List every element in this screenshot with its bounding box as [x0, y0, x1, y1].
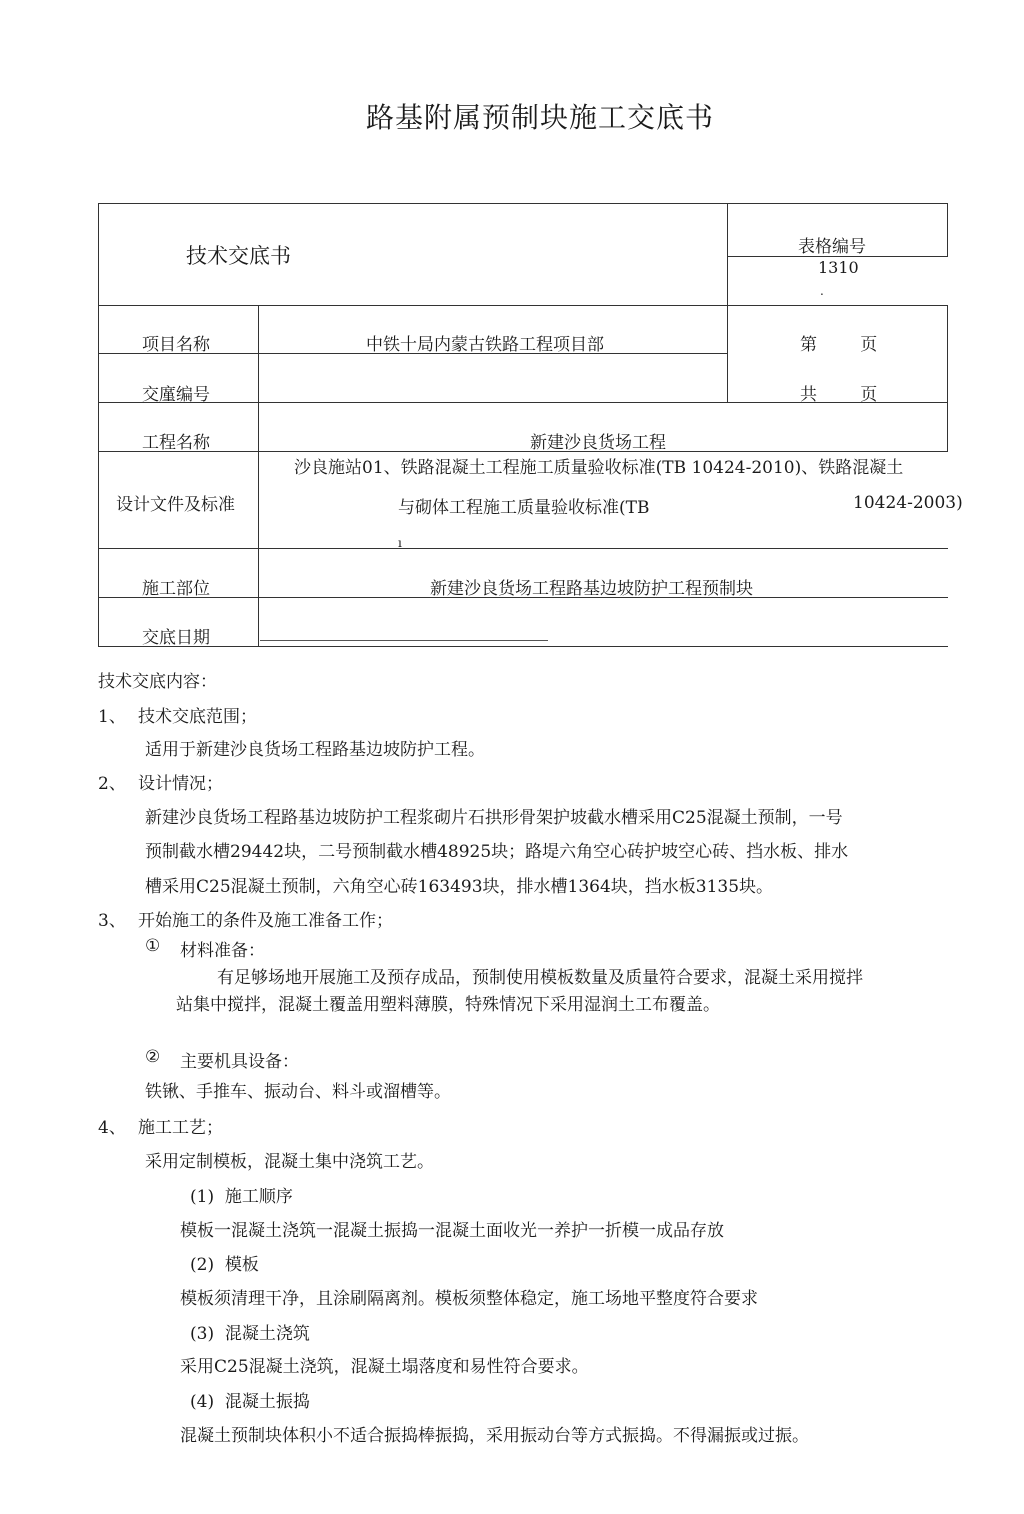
design-docs-line-2a: 与砌体工程施工质量验收标准(TB [398, 498, 650, 518]
construction-part-label: 施工部位 [142, 579, 210, 599]
form-no-label: 表格编号 [798, 237, 866, 257]
design-docs-line-2b: 10424-2003) [853, 493, 963, 513]
table-header-title: 技术交底书 [186, 244, 291, 268]
section-4-number: 4、 [98, 1118, 126, 1138]
step-4-title: (4) 混凝土振捣 [190, 1392, 310, 1412]
section-1-number: 1、 [98, 707, 126, 727]
section-3a-mark: ① [145, 936, 161, 956]
table-border-top [98, 203, 948, 204]
step-3-title: (3) 混凝土浇筑 [190, 1324, 310, 1344]
section-3a-title: 材料准备： [180, 941, 265, 961]
section-3b-text: 铁锹、手推车、振动台、料斗或溜槽等。 [145, 1082, 451, 1102]
table-border-right [947, 305, 948, 451]
page-number-label: 第 页 [800, 335, 878, 355]
disclosure-no-label: 交廑编号 [142, 385, 210, 405]
table-border-bottom [98, 646, 948, 647]
design-docs-mark: ı [398, 536, 402, 550]
section-4-title: 施工工艺； [138, 1118, 223, 1138]
section-2-number: 2、 [98, 774, 126, 794]
form-no-suffix: . [820, 284, 824, 298]
design-docs-label: 设计文件及标准 [116, 495, 235, 515]
section-1-text: 适用于新建沙良货场工程路基边坡防护工程。 [145, 740, 485, 760]
section-3-number: 3、 [98, 911, 126, 931]
label-column-divider [258, 305, 259, 647]
step-2-text: 模板须清理干净，且涂刷隔离剂。模板须整体稳定，施工场地平整度符合要求 [180, 1289, 758, 1309]
section-3b-mark: ② [145, 1047, 161, 1067]
table-row-line [98, 548, 948, 549]
engineering-name-value: 新建沙良货场工程 [530, 433, 666, 453]
section-2-line-3: 槽采用C25混凝土预制，六角空心砖163493块，排水槽1364块，挡水板3135块。 [145, 877, 774, 897]
table-row-line [98, 451, 948, 452]
step-4-text: 混凝土预制块体积小不适合振捣棒振捣，采用振动台等方式振捣。不得漏振或过振。 [180, 1426, 809, 1446]
table-row-line [98, 305, 948, 306]
disclosure-date-label: 交底日期 [142, 628, 210, 648]
step-1-text: 模板一混凝土浇筑一混凝土振捣一混凝土面收光一养护一折模一成品存放 [180, 1221, 724, 1241]
document-title: 路基附属预制块施工交底书 [365, 101, 714, 134]
section-2-line-2: 预制截水槽29442块，二号预制截水槽48925块；路堤六角空心砖护坡空心砖、挡水板、排水 [145, 842, 849, 862]
form-no-value: 1310 [818, 258, 859, 277]
section-3a-line-2: 站集中搅拌，混凝土覆盖用塑料薄膜，特殊情况下采用湿润土工布覆盖。 [176, 995, 720, 1015]
section-3-title: 开始施工的条件及施工准备工作； [138, 911, 393, 931]
section-2-title: 设计情况； [138, 774, 223, 794]
project-name-label: 项目名称 [142, 335, 210, 355]
step-2-title: (2) 模板 [190, 1255, 259, 1275]
section-4-text: 采用定制模板，混凝土集中浇筑工艺。 [145, 1152, 434, 1172]
section-3a-line-1: 有足够场地开展施工及预存成品，预制使用模板数量及质量符合要求，混凝土采用搅拌 [217, 968, 863, 988]
table-border-right [947, 203, 948, 257]
content-intro: 技术交底内容： [98, 672, 217, 692]
date-underline [260, 640, 548, 641]
section-2-line-1: 新建沙良货场工程路基边坡防护工程浆砌片石拱形骨架护坡截水槽采用C25混凝土预制，一号 [145, 808, 843, 828]
section-1-title: 技术交底范围； [138, 707, 257, 727]
engineering-name-label: 工程名称 [142, 433, 210, 453]
step-3-text: 采用C25混凝土浇筑，混凝土塌落度和易性符合要求。 [180, 1357, 589, 1377]
header-divider [727, 203, 728, 305]
section-3b-title: 主要机具设备： [180, 1052, 299, 1072]
construction-part-value: 新建沙良货场工程路基边坡防护工程预制块 [430, 579, 753, 599]
step-1-title: (1) 施工顺序 [190, 1187, 293, 1207]
page-column-divider [727, 305, 728, 403]
project-name-value: 中铁十局内蒙古铁路工程项目部 [366, 335, 604, 355]
table-border-left [98, 203, 99, 647]
page-total-label: 共 页 [800, 385, 878, 405]
design-docs-line-1: 沙良施站01、铁路混凝土工程施工质量验收标准(TB 10424-2010)、铁路混凝土 [294, 458, 904, 478]
